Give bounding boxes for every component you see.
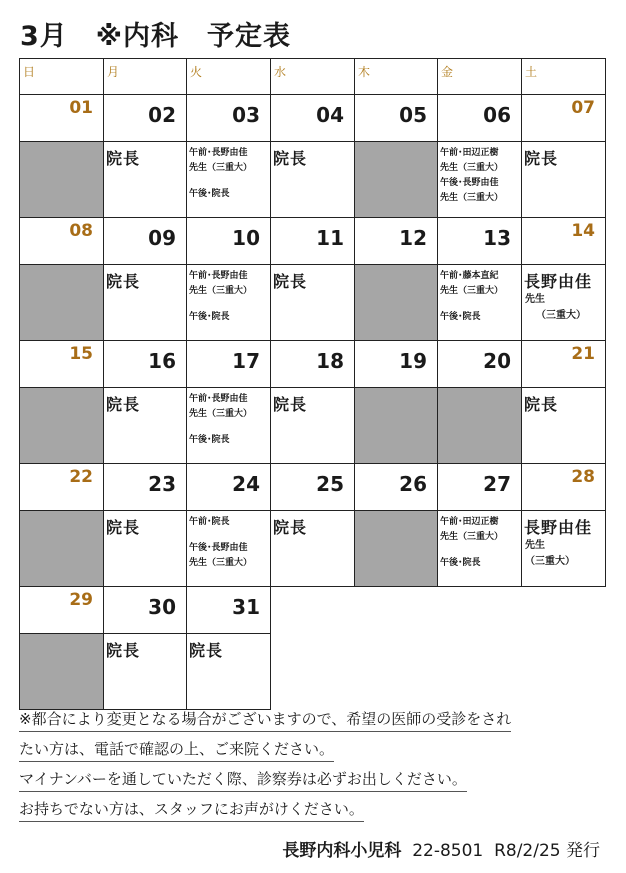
schedule-cell (522, 388, 606, 464)
date-cell (187, 587, 271, 634)
date-number: 27 (483, 472, 511, 496)
date-cell (271, 95, 355, 142)
date-number: 31 (232, 595, 260, 619)
date-number: 26 (399, 472, 427, 496)
doctor-name: 院長 (106, 149, 141, 168)
doctor-name: 院長 (273, 395, 308, 414)
schedule-row (20, 388, 606, 464)
schedule-cell (104, 511, 187, 587)
doctor-name: 院長 (524, 149, 559, 168)
weekday-sat: 土 (522, 59, 606, 95)
schedule-cell (187, 265, 271, 341)
date-cell (104, 218, 187, 265)
schedule-calendar (19, 58, 606, 710)
date-number: 18 (316, 349, 344, 373)
am-doctor: 午前･長野由佳 (189, 271, 248, 281)
date-number: 29 (69, 590, 93, 610)
date-cell (355, 464, 438, 511)
date-cell (438, 464, 522, 511)
doctor-name: 院長 (106, 272, 141, 291)
date-cell (271, 218, 355, 265)
date-number: 30 (148, 595, 176, 619)
date-cell (522, 341, 606, 388)
date-number: 05 (399, 103, 427, 127)
schedule-row (20, 142, 606, 218)
doctor-name: 長野由佳 (524, 518, 593, 537)
date-cell (20, 341, 104, 388)
date-number: 28 (571, 467, 595, 487)
am-doctor: 午前･田辺正樹 (440, 148, 499, 158)
date-number: 17 (232, 349, 260, 373)
schedule-cell (438, 142, 522, 218)
schedule-cell (104, 634, 187, 710)
closed-cell (438, 388, 522, 464)
date-cell (271, 341, 355, 388)
date-cell (522, 95, 606, 142)
schedule-cell (271, 265, 355, 341)
date-number: 25 (316, 472, 344, 496)
schedule-cell (187, 142, 271, 218)
doctor-affiliation: 先生（三重大） (440, 163, 504, 173)
doctor-affiliation: 先生（三重大） (189, 163, 253, 173)
doctor-affiliation: 先生（三重大） (440, 193, 504, 203)
closed-cell (355, 511, 438, 587)
date-cell (20, 95, 104, 142)
note-line: ※都合により変更となる場合がございますので、希望の医師の受診をされ (19, 708, 511, 732)
date-number: 21 (571, 344, 595, 364)
doctor-name: 院長 (524, 395, 559, 414)
date-cell (187, 341, 271, 388)
pm-doctor: 午後･長野由佳 (440, 178, 499, 188)
issue-date: R8/2/25 発行 (494, 841, 600, 861)
schedule-cell (438, 511, 522, 587)
date-cell (438, 341, 522, 388)
date-cell (438, 218, 522, 265)
date-number: 22 (69, 467, 93, 487)
doctor-affiliation: 先生（三重大） (440, 286, 504, 296)
schedule-cell (438, 265, 522, 341)
date-number: 11 (316, 226, 344, 250)
date-row (20, 95, 606, 142)
date-cell (355, 218, 438, 265)
doctor-title: 先生 (525, 540, 545, 551)
doctor-affiliation: 先生（三重大） (189, 558, 253, 568)
date-number: 20 (483, 349, 511, 373)
date-cell (20, 587, 104, 634)
schedule-cell (522, 142, 606, 218)
page-title: 3月 ※内科 予定表 (20, 21, 292, 52)
schedule-cell (187, 634, 271, 710)
note-line: マイナンバーを通していただく際、診察券は必ずお出しください。 (19, 768, 467, 792)
clinic-name: 長野内科小児科 (282, 841, 402, 861)
date-number: 06 (483, 103, 511, 127)
notes-section (19, 708, 619, 828)
am-doctor: 午前･田辺正樹 (440, 517, 499, 527)
schedule-cell (104, 142, 187, 218)
date-cell (522, 218, 606, 265)
pm-doctor: 午後･院長 (440, 312, 481, 322)
schedule-cell (271, 142, 355, 218)
schedule-row (20, 265, 606, 341)
date-number: 03 (232, 103, 260, 127)
closed-cell (355, 265, 438, 341)
am-doctor: 午前･藤本直紀 (440, 271, 499, 281)
date-row (20, 464, 606, 511)
schedule-cell (271, 511, 355, 587)
date-number: 01 (69, 98, 93, 118)
pm-doctor: 午後･院長 (189, 435, 230, 445)
date-number: 14 (571, 221, 595, 241)
phone-number: 22-8501 (412, 841, 484, 861)
date-cell (522, 464, 606, 511)
note-line: たい方は、電話で確認の上、ご来院ください。 (19, 738, 334, 762)
date-number: 07 (571, 98, 595, 118)
date-row (20, 587, 606, 634)
doctor-name: 院長 (189, 641, 224, 660)
date-number: 09 (148, 226, 176, 250)
schedule-cell (187, 511, 271, 587)
closed-cell (20, 511, 104, 587)
date-number: 15 (69, 344, 93, 364)
date-number: 10 (232, 226, 260, 250)
closed-cell (355, 388, 438, 464)
closed-cell (355, 142, 438, 218)
schedule-cell (104, 265, 187, 341)
date-cell (104, 341, 187, 388)
date-cell (20, 464, 104, 511)
doctor-name: 院長 (273, 272, 308, 291)
date-cell (20, 218, 104, 265)
date-cell (187, 464, 271, 511)
doctor-affiliation: （三重大） (536, 310, 586, 321)
date-cell (187, 218, 271, 265)
weekday-sun: 日 (20, 59, 104, 95)
note-line: お持ちでない方は、スタッフにお声がけください。 (19, 798, 364, 822)
date-number: 12 (399, 226, 427, 250)
weekday-wed: 水 (271, 59, 355, 95)
date-cell (438, 95, 522, 142)
date-number: 08 (69, 221, 93, 241)
schedule-cell (104, 388, 187, 464)
doctor-affiliation: （三重大） (525, 556, 575, 567)
schedule-cell (522, 511, 606, 587)
schedule-row (20, 634, 606, 710)
doctor-title: 先生 (525, 294, 545, 305)
date-number: 16 (148, 349, 176, 373)
weekday-tue: 火 (187, 59, 271, 95)
pm-doctor: 午後･院長 (189, 189, 230, 199)
am-doctor: 午前･長野由佳 (189, 394, 248, 404)
date-cell (355, 95, 438, 142)
weekday-thu: 木 (355, 59, 438, 95)
date-number: 13 (483, 226, 511, 250)
schedule-cell (271, 388, 355, 464)
schedule-cell (522, 265, 606, 341)
weekday-header-row (20, 59, 606, 95)
schedule-cell (187, 388, 271, 464)
date-cell (271, 464, 355, 511)
doctor-name: 院長 (273, 149, 308, 168)
schedule-row (20, 511, 606, 587)
doctor-name: 院長 (106, 641, 141, 660)
pm-doctor: 午後･院長 (440, 558, 481, 568)
date-number: 02 (148, 103, 176, 127)
closed-cell (20, 265, 104, 341)
am-doctor: 午前･院長 (189, 517, 230, 527)
pm-doctor: 午後･院長 (189, 312, 230, 322)
date-cell (187, 95, 271, 142)
date-row (20, 341, 606, 388)
doctor-affiliation: 先生（三重大） (440, 532, 504, 542)
doctor-name: 院長 (273, 518, 308, 537)
closed-cell (20, 388, 104, 464)
closed-cell (20, 142, 104, 218)
doctor-name: 院長 (106, 518, 141, 537)
weekday-fri: 金 (438, 59, 522, 95)
date-cell (104, 95, 187, 142)
doctor-name: 長野由佳 (524, 272, 593, 291)
weekday-mon: 月 (104, 59, 187, 95)
date-cell (104, 587, 187, 634)
date-number: 24 (232, 472, 260, 496)
date-cell (104, 464, 187, 511)
date-cell (355, 341, 438, 388)
closed-cell (20, 634, 104, 710)
pm-doctor: 午後･長野由佳 (189, 543, 248, 553)
doctor-affiliation: 先生（三重大） (189, 409, 253, 419)
date-number: 04 (316, 103, 344, 127)
date-number: 23 (148, 472, 176, 496)
date-number: 19 (399, 349, 427, 373)
doctor-name: 院長 (106, 395, 141, 414)
date-row (20, 218, 606, 265)
doctor-affiliation: 先生（三重大） (189, 286, 253, 296)
am-doctor: 午前･長野由佳 (189, 148, 248, 158)
footer (282, 836, 600, 861)
